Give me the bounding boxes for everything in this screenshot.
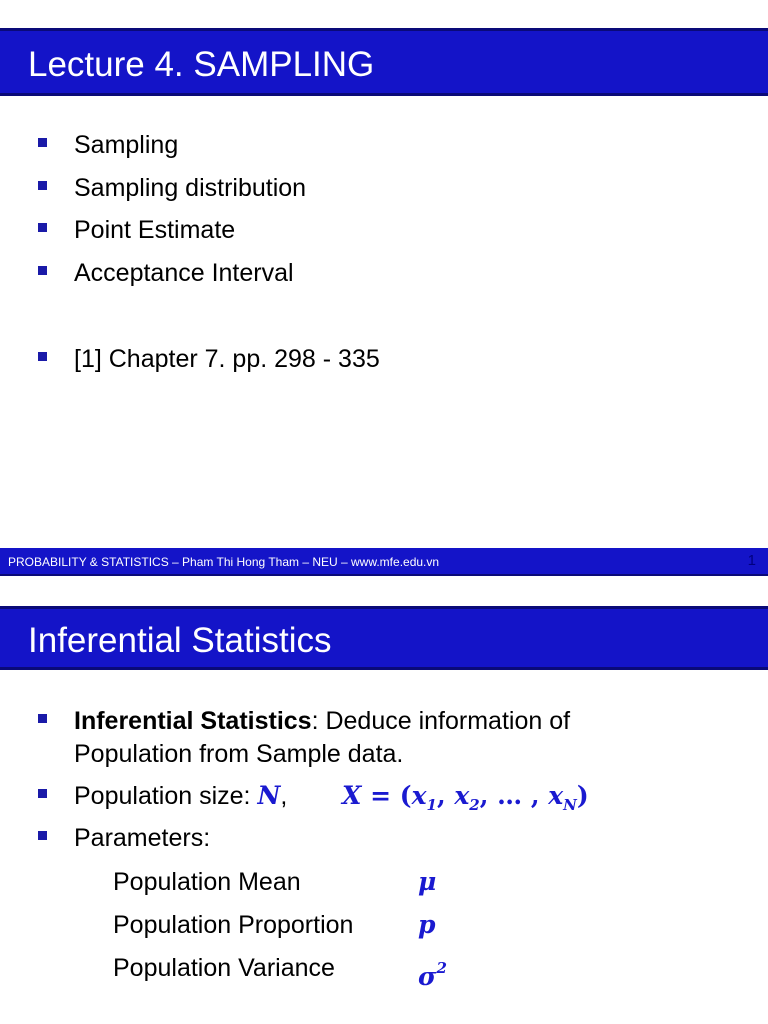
slide-1-title: Lecture 4. SAMPLING — [28, 45, 375, 84]
proportion-symbol: p — [418, 910, 436, 939]
page-number: 1 — [747, 552, 756, 569]
slide-2-title-bar — [0, 606, 768, 670]
square-bullet-icon — [38, 266, 47, 275]
square-bullet-icon — [38, 138, 47, 147]
square-bullet-icon — [38, 714, 47, 723]
square-bullet-icon — [38, 831, 47, 840]
slide-1: Lecture 4. SAMPLING Sampling Sampling distribution Point Estimate Acceptance Interval [1] Chapter 7. pp. 298 - 335 PROBABILITY & STATISTICS – Pham Thi Hong Tham – NEU – www.mfe.edu.vn 1 — [0, 0, 768, 578]
parameter-row: Population Proportion p — [113, 910, 436, 939]
term-bold: Inferential Statistics — [74, 707, 312, 735]
square-bullet-icon — [38, 223, 47, 232]
square-bullet-icon — [38, 352, 47, 361]
variance-symbol: $\sigma^2$ — [418, 959, 447, 991]
square-bullet-icon — [38, 181, 47, 190]
slide-1-title-bar — [0, 28, 768, 96]
population-formula: $X = (x_1$, $x_2$, … , $x_N$) — [342, 781, 589, 814]
parameter-row: Population Mean μ — [113, 867, 437, 896]
slide-2-title: Inferential Statistics — [28, 621, 332, 660]
population-size-symbol: N — [257, 781, 281, 810]
parameter-row: Population Variance $\sigma^2$ — [113, 954, 447, 991]
slide-footer — [0, 548, 768, 576]
slide-2: Inferential Statistics Inferential Statistics: Deduce information of Population from Sample data. Population size: N, $X = (x_1$, $x_2$, … , $x_N$) Parameters: Population Mean μ Population Proportion p Population Variance $\sigma^2$ — [0, 578, 768, 1024]
mean-symbol: μ — [418, 867, 437, 896]
square-bullet-icon — [38, 789, 47, 798]
footer-text: PROBABILITY & STATISTICS – Pham Thi Hong Tham – NEU – www.mfe.edu.vn — [8, 555, 440, 569]
